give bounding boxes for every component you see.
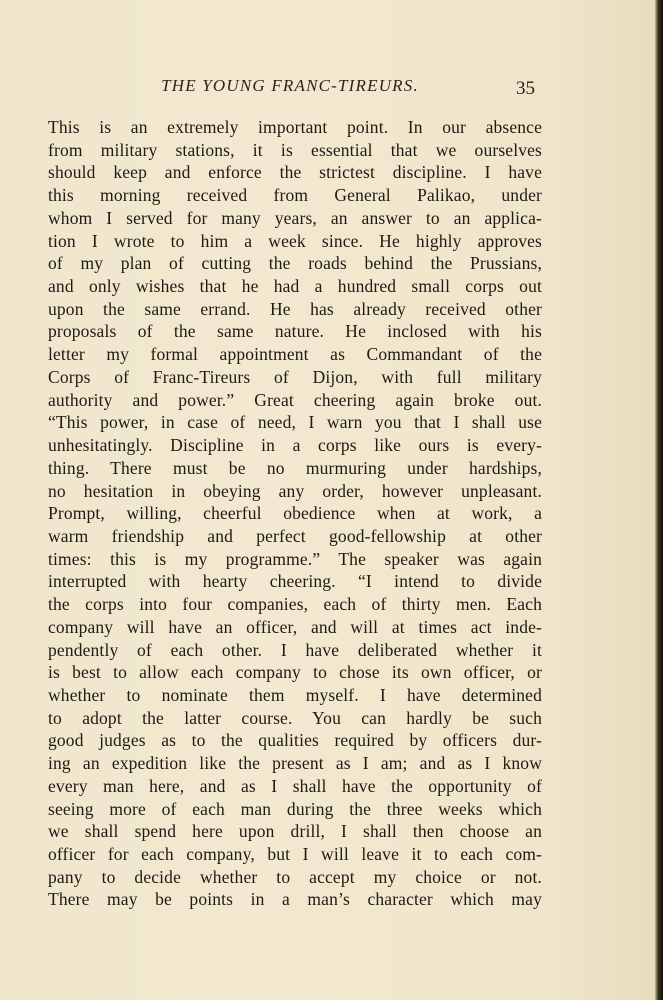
text-line: authority and power.” Great cheering again broke out.	[48, 389, 542, 410]
text-line: every man here, and as I shall have the opportunity of	[48, 775, 542, 796]
running-head: THE YOUNG FRANC-TIREURS.	[161, 76, 419, 95]
text-line: This is an extremely important point. In our absence	[48, 117, 542, 137]
text-line: unhesitatingly. Discipline in a corps like ours is every-	[48, 435, 542, 456]
page-number: 35	[516, 78, 535, 99]
text-line: pany to decide whether to accept my choice or not.	[48, 866, 542, 887]
text-line: no hesitation in obeying any order, however unpleasant.	[48, 480, 542, 501]
text-line: thing. There must be no murmuring under hardships,	[48, 457, 542, 478]
text-line: proposals of the same nature. He inclosed with his	[48, 321, 542, 342]
text-line: and only wishes that he had a hundred small corps out	[48, 276, 542, 297]
text-line: we shall spend here upon drill, I shall then choose an	[48, 821, 542, 842]
body-text	[48, 116, 542, 911]
text-line: pendently of each other. I have deliberated whether it	[48, 639, 542, 660]
text-line: Prompt, willing, cheerful obedience when at work, a	[48, 503, 542, 524]
text-line: whether to nominate them myself. I have determined	[48, 684, 542, 705]
text-line: company will have an officer, and will at times act inde-	[48, 616, 542, 637]
text-line: this morning received from General Palikao, under	[48, 185, 542, 206]
text-line: Corps of Franc-Tireurs of Dijon, with full military	[48, 366, 542, 387]
text-line: officer for each company, but I will leave it to each com-	[48, 844, 542, 864]
text-line: letter my formal appointment as Commandant of the	[48, 344, 542, 365]
text-line: good judges as to the qualities required by officers dur-	[48, 730, 542, 751]
text-line: the corps into four companies, each of thirty men. Each	[48, 594, 542, 615]
book-spine-shadow	[655, 0, 663, 1000]
text-line: of my plan of cutting the roads behind the Prussians,	[48, 253, 542, 274]
text-line: times: this is my programme.” The speaker was again	[48, 548, 542, 569]
text-line: is best to allow each company to chose its own officer, or	[48, 662, 542, 683]
text-line: seeing more of each man during the three weeks which	[48, 798, 542, 819]
text-line: There may be points in a man’s character which may	[48, 889, 542, 910]
text-line: ing an expedition like the present as I am; and as I know	[48, 753, 542, 774]
text-line: tion I wrote to him a week since. He highly approves	[48, 230, 542, 251]
text-line: to adopt the latter course. You can hardly be such	[48, 707, 542, 728]
text-line: “This power, in case of need, I warn you that I shall use	[48, 412, 542, 433]
text-line: warm friendship and perfect good-fellowship at other	[48, 525, 542, 546]
text-line: from military stations, it is essential that we ourselves	[48, 139, 542, 160]
text-line: should keep and enforce the strictest discipline. I have	[48, 162, 542, 183]
text-line: upon the same errand. He has already received other	[48, 298, 542, 319]
text-line: whom I served for many years, an answer to an applica-	[48, 207, 542, 228]
text-line: interrupted with hearty cheering. “I intend to divide	[48, 571, 542, 592]
